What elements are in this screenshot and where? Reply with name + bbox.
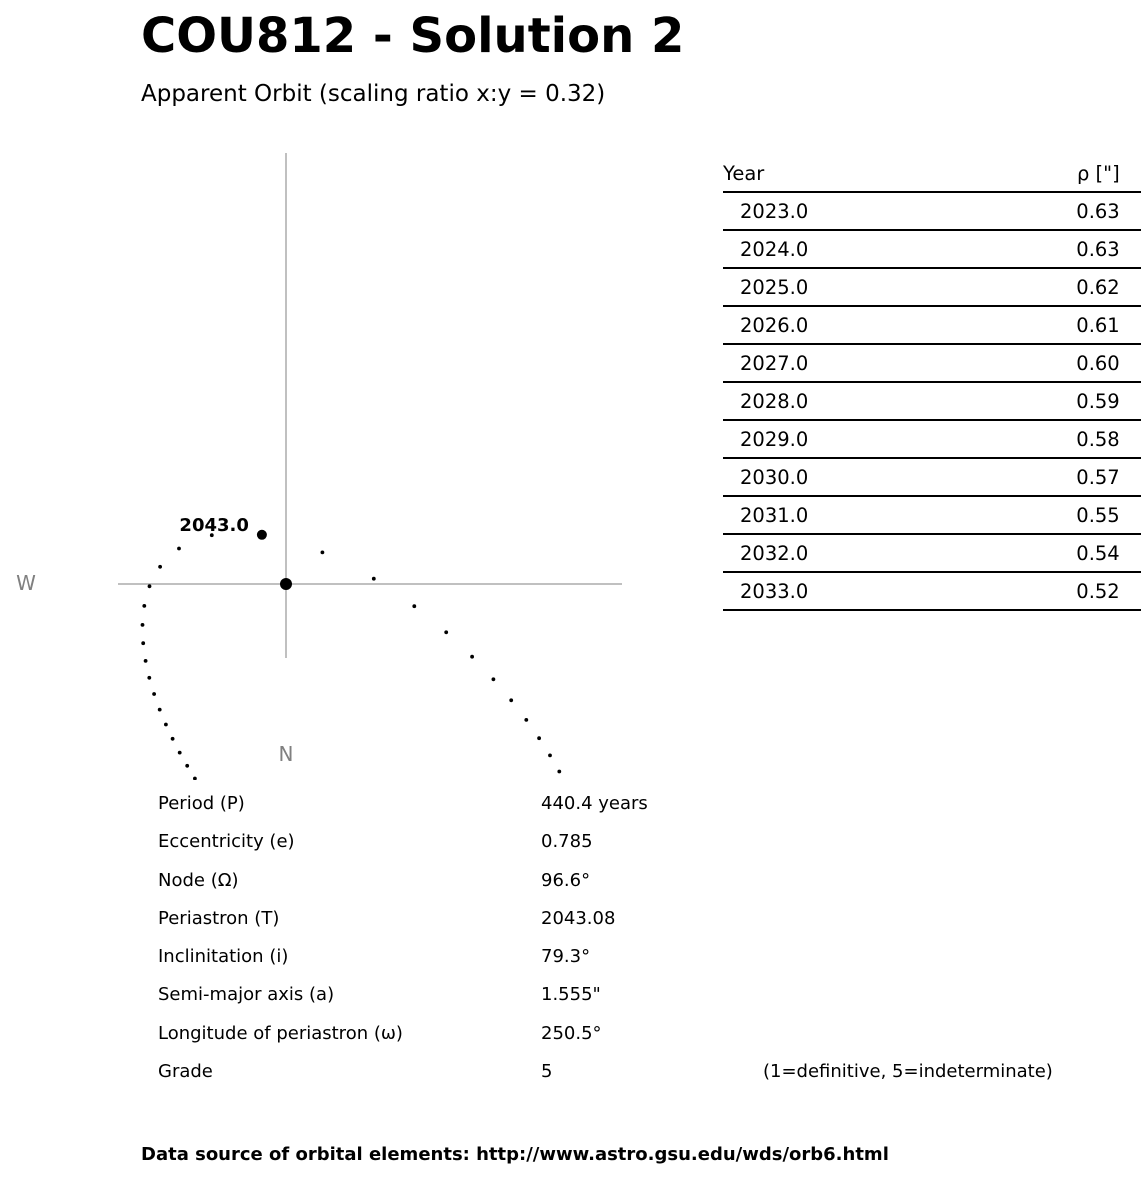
element-label: Longitude of periastron (ω) (158, 1022, 403, 1044)
orbit-point (164, 723, 168, 727)
element-label: Semi-major axis (a) (158, 984, 335, 1006)
year-cell: 2024.0 (723, 230, 1076, 268)
element-value: 1.555" (541, 984, 601, 1006)
epoch-markers (179, 515, 671, 780)
element-value: 96.6° (541, 869, 591, 891)
orbit-point (177, 547, 181, 551)
rho-cell: 0.58 (1076, 420, 1141, 458)
orbit-point (185, 764, 189, 768)
orbit-point (158, 565, 162, 569)
table-row (723, 344, 1141, 382)
year-cell: 2023.0 (723, 192, 1076, 230)
orbit-point (148, 584, 152, 588)
ephemeris-header-row (723, 155, 1141, 192)
element-value: 0.785 (541, 831, 593, 853)
rho-cell: 0.63 (1076, 230, 1141, 268)
element-label: Period (P) (158, 793, 245, 814)
orbit-point (178, 751, 182, 755)
orbit-point (524, 718, 528, 722)
rho-cell: 0.62 (1076, 268, 1141, 306)
orbit-point (152, 692, 156, 696)
element-value: 79.3° (541, 946, 591, 968)
orbit-point (557, 770, 561, 774)
table-row (723, 572, 1141, 610)
epoch-marker (257, 530, 267, 540)
element-value: 250.5° (541, 1022, 602, 1044)
orbit-point (171, 737, 175, 741)
orbit-point (142, 604, 146, 608)
orbit-point (492, 677, 496, 681)
orbit-point (144, 659, 148, 663)
orbit-point (141, 623, 145, 627)
orbit-dots (141, 533, 600, 780)
element-label: Eccentricity (e) (158, 831, 295, 853)
year-cell: 2032.0 (723, 534, 1076, 572)
orbit-point (372, 577, 376, 581)
orbit-point (509, 698, 513, 702)
element-label: Grade (158, 1061, 213, 1083)
orbit-point (412, 604, 416, 608)
orbit-point (444, 630, 448, 634)
orbit-point (193, 777, 197, 780)
element-label: Inclinitation (i) (158, 946, 289, 968)
ephemeris-table (723, 155, 1141, 611)
x-axis-label: W (16, 571, 36, 595)
rho-cell: 0.59 (1076, 382, 1141, 420)
year-cell: 2030.0 (723, 458, 1076, 496)
orbit-point (470, 655, 474, 659)
year-cell: 2027.0 (723, 344, 1076, 382)
grade-note: (1=definitive, 5=indeterminate) (763, 1061, 1053, 1083)
table-row (723, 192, 1141, 230)
epoch-label: 2043.0 (179, 514, 249, 536)
chart-subtitle: Apparent Orbit (scaling ratio x:y = 0.32) (141, 81, 606, 107)
orbit-plot (0, 140, 700, 780)
table-row (723, 534, 1141, 572)
chart-title: COU812 - Solution 2 (141, 8, 685, 64)
table-row (723, 230, 1141, 268)
rho-cell: 0.52 (1076, 572, 1141, 610)
element-label: Periastron (T) (158, 907, 280, 929)
table-row (723, 458, 1141, 496)
element-label: Node (Ω) (158, 869, 239, 891)
orbit-point (537, 736, 541, 740)
year-cell: 2026.0 (723, 306, 1076, 344)
orbit-point (321, 551, 325, 555)
element-value: 440.4 years (541, 793, 648, 814)
data-source-footer: Data source of orbital elements: http://www.astro.gsu.edu/wds/orb6.html (141, 1144, 889, 1165)
table-row (723, 306, 1141, 344)
element-value: 5 (541, 1061, 553, 1083)
year-cell: 2025.0 (723, 268, 1076, 306)
rho-cell: 0.60 (1076, 344, 1141, 382)
orbit-point (141, 641, 145, 645)
orbit-point (158, 708, 162, 712)
table-row (723, 496, 1141, 534)
year-cell: 2031.0 (723, 496, 1076, 534)
rho-cell: 0.54 (1076, 534, 1141, 572)
y-axis-label: N (278, 742, 294, 766)
year-cell: 2033.0 (723, 572, 1076, 610)
year-cell: 2028.0 (723, 382, 1076, 420)
rho-header: ρ ["] (1076, 155, 1141, 192)
rho-cell: 0.57 (1076, 458, 1141, 496)
orbit-point (548, 754, 552, 758)
orbit-point (147, 676, 151, 680)
year-header: Year (723, 155, 1076, 192)
primary-star (280, 578, 292, 590)
rho-cell: 0.63 (1076, 192, 1141, 230)
table-row (723, 268, 1141, 306)
table-row (723, 382, 1141, 420)
year-cell: 2029.0 (723, 420, 1076, 458)
element-value: 2043.08 (541, 907, 616, 929)
rho-cell: 0.61 (1076, 306, 1141, 344)
rho-cell: 0.55 (1076, 496, 1141, 534)
table-row (723, 420, 1141, 458)
